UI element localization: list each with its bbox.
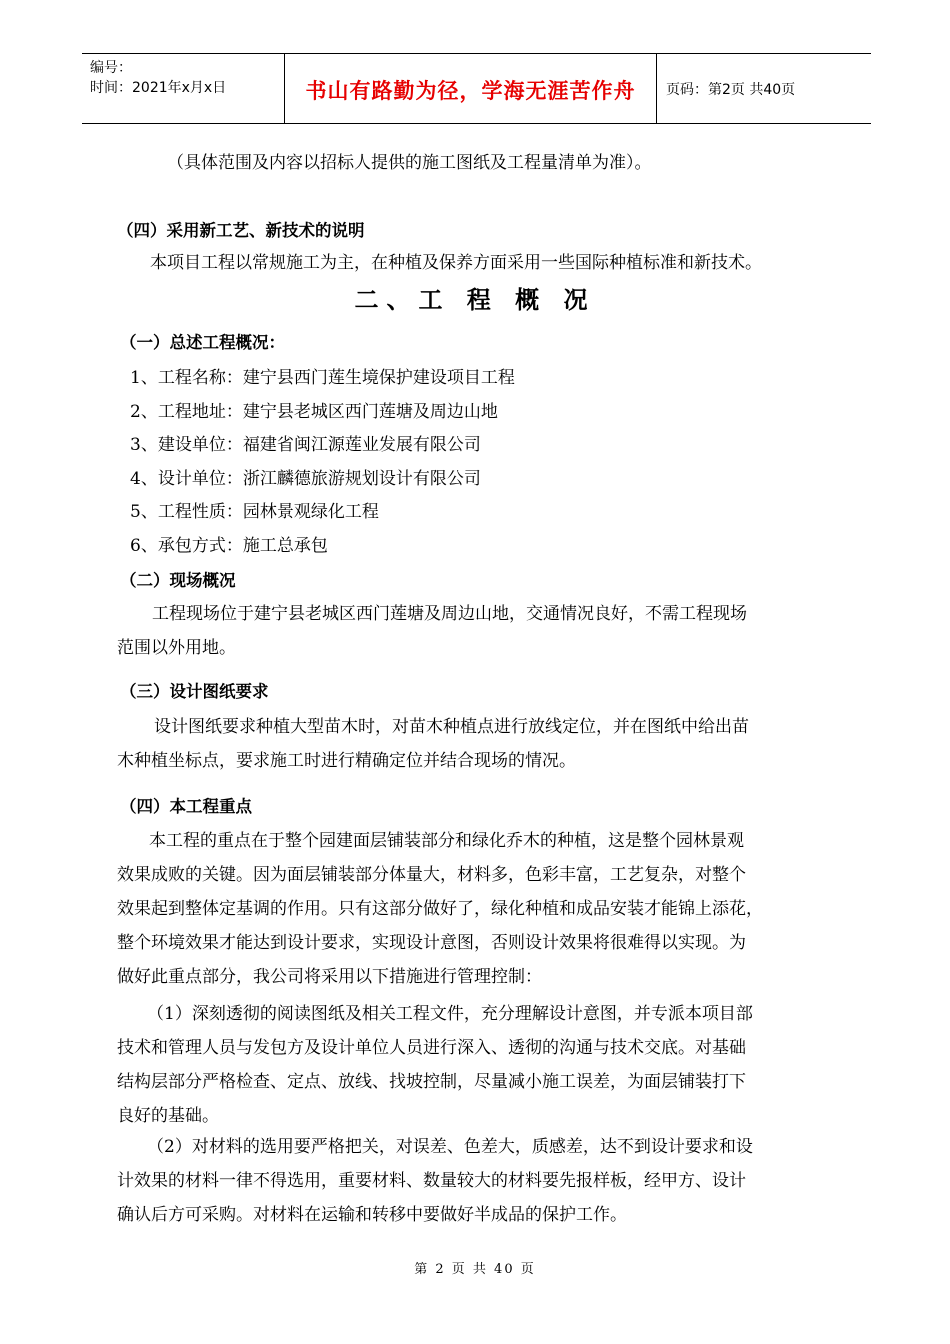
list-item: 3、建设单位：福建省闽江源莲业发展有限公司	[130, 435, 481, 455]
text-line: 做好此重点部分，我公司将采用以下措施进行管理控制：	[117, 967, 542, 987]
list-item: 5、工程性质：园林景观绿化工程	[130, 502, 379, 522]
text-line: （1）深刻透彻的阅读图纸及相关工程文件，充分理解设计意图，并专派本项目部	[147, 1004, 753, 1024]
list-item: 6、承包方式：施工总承包	[130, 535, 328, 556]
text-line: 技术和管理人员与发包方及设计单位人员进行深入、透彻的沟通与技术交底。对基础	[117, 1038, 746, 1058]
text-line: （2）对材料的选用要严格把关，对误差、色差大，质感差，达不到设计要求和设	[147, 1137, 753, 1157]
page-header	[82, 53, 871, 124]
text-line: 木种植坐标点，要求施工时进行精确定位并结合现场的情况。	[117, 751, 576, 771]
list-item: 4、设计单位：浙江麟德旅游规划设计有限公司	[130, 468, 481, 489]
text-line: 良好的基础。	[117, 1106, 219, 1126]
header-divider	[656, 54, 657, 123]
measure-2	[117, 1130, 857, 1232]
text-line: 效果成败的关键。因为面层铺装部分体量大，材料多，色彩丰富，工艺复杂，对整个	[117, 865, 746, 885]
paragraph	[117, 824, 857, 994]
section-heading: （四）采用新工艺、新技术的说明	[117, 221, 365, 240]
section-heading: （一）总述工程概况：	[120, 333, 285, 352]
header-page-number: 页码：第2页 共40页	[666, 82, 796, 98]
paragraph	[117, 710, 857, 778]
header-motto: 书山有路勤为径，学海无涯苦作舟	[305, 79, 636, 103]
document-number: 编号：	[90, 60, 132, 76]
document-time: 时间：2021年x月x日	[90, 80, 227, 96]
text-line: 计效果的材料一律不得选用，重要材料、数量较大的材料要先报样板，经甲方、设计	[117, 1171, 746, 1191]
text-line: 设计图纸要求种植大型苗木时，对苗木种植点进行放线定位，并在图纸中给出苗	[154, 717, 749, 737]
text-line: 工程现场位于建宁县老城区西门莲塘及周边山地，交通情况良好，不需工程现场	[152, 604, 747, 624]
text-line: 本工程的重点在于整个园建面层铺装部分和绿化乔木的种植，这是整个园林景观	[149, 831, 744, 851]
project-info-list	[130, 362, 515, 563]
measure-1	[117, 997, 857, 1133]
page-footer: 第 2 页 共 40 页	[414, 1262, 536, 1277]
header-info	[90, 58, 280, 98]
text-line: 效果起到整体定基调的作用。只有这部分做好了，绿化种植和成品安装才能锦上添花，	[117, 899, 763, 919]
text-line: 整个环境效果才能达到设计要求，实现设计意图，否则设计效果将很难得以实现。为	[117, 933, 746, 953]
section-heading: （二）现场概况	[120, 571, 236, 590]
paragraph	[117, 597, 857, 665]
list-item: 2、工程地址：建宁县老城区西门莲塘及周边山地	[130, 401, 498, 422]
section-heading: （四）本工程重点	[120, 797, 252, 816]
list-item: 1、工程名称：建宁县西门莲生境保护建设项目工程	[130, 368, 515, 388]
scope-note: （具体范围及内容以招标人提供的施工图纸及工程量清单为准）。	[167, 153, 652, 173]
section-heading: （三）设计图纸要求	[120, 682, 269, 701]
paragraph: 本项目工程以常规施工为主，在种植及保养方面采用一些国际种植标准和新技术。	[150, 253, 762, 273]
text-line: 范围以外用地。	[117, 638, 236, 658]
chapter-title: 二、工 程 概 况	[354, 286, 596, 314]
text-line: 结构层部分严格检查、定点、放线、找坡控制，尽量减小施工误差，为面层铺装打下	[117, 1072, 746, 1092]
text-line: 确认后方可采购。对材料在运输和转移中要做好半成品的保护工作。	[117, 1205, 627, 1225]
